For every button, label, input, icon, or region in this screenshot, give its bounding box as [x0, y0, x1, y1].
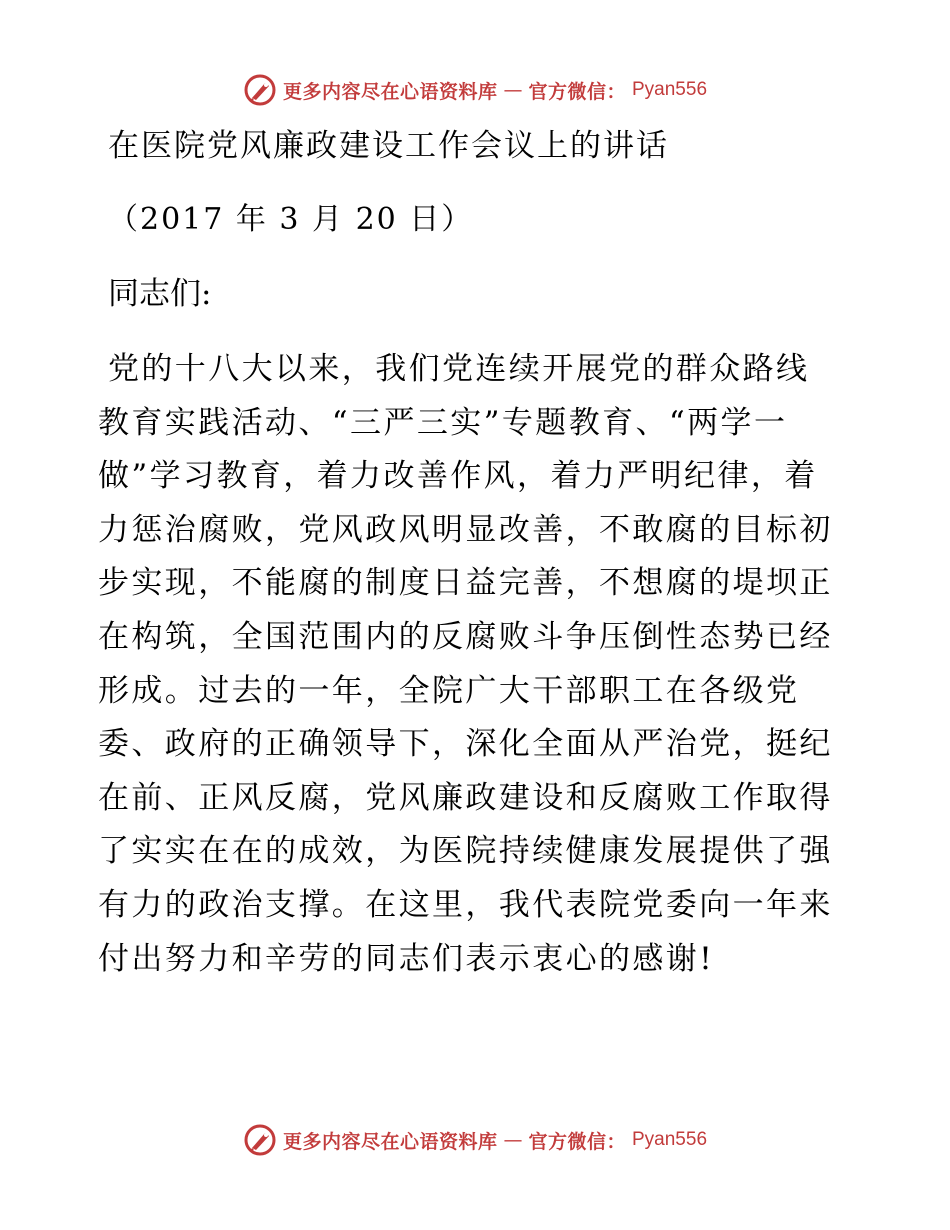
watermark-account: Pyan556 [632, 79, 708, 100]
body-line: 有力的政治支撑。在这里，我代表院党委向一年来 [98, 886, 833, 923]
watermark-separator: — [503, 79, 523, 101]
watermark-text: 更多内容尽在心语资料库 [282, 80, 498, 103]
footer-watermark [0, 1120, 950, 1160]
body-line: 形成。过去的一年，全院广大干部职工在各级党 [98, 672, 800, 709]
quill-pen-logo-icon [243, 1123, 277, 1157]
body-paragraph [98, 343, 854, 986]
document-date: （2017 年 3 月 20 日） [108, 202, 474, 237]
watermark-text: 更多内容尽在心语资料库 [282, 1130, 498, 1153]
body-line: 在构筑，全国范围内的反腐败斗争压倒性态势已经 [98, 618, 833, 655]
watermark-separator: — [503, 1129, 523, 1151]
watermark-wechat-label: 官方微信： [528, 80, 626, 103]
body-line: 付出努力和辛劳的同志们表示衷心的感谢! [98, 940, 715, 977]
watermark-account: Pyan556 [632, 1129, 708, 1150]
document-title: 在医院党风廉政建设工作会议上的讲话 [108, 128, 669, 164]
body-line: 做”学习教育，着力改善作风，着力严明纪律，着 [98, 458, 818, 495]
body-line: 步实现，不能腐的制度日益完善，不想腐的堤坝正 [98, 565, 833, 602]
watermark-wechat-label: 官方微信： [528, 1130, 626, 1153]
header-watermark [0, 70, 950, 110]
body-line: 了实实在在的成效，为医院持续健康发展提供了强 [98, 833, 833, 870]
body-line: 委、政府的正确领导下，深化全面从严治党，挺纪 [98, 726, 833, 763]
body-line: 在前、正风反腐，党风廉政建设和反腐败工作取得 [98, 779, 833, 816]
quill-pen-logo-icon [243, 73, 277, 107]
body-line: 教育实践活动、“三严三实”专题教育、“两学一 [98, 404, 788, 441]
body-line: 党的十八大以来，我们党连续开展党的群众路线 [108, 351, 810, 387]
salutation: 同志们: [108, 276, 212, 312]
body-line: 力惩治腐败，党风政风明显改善，不敢腐的目标初 [98, 511, 833, 548]
